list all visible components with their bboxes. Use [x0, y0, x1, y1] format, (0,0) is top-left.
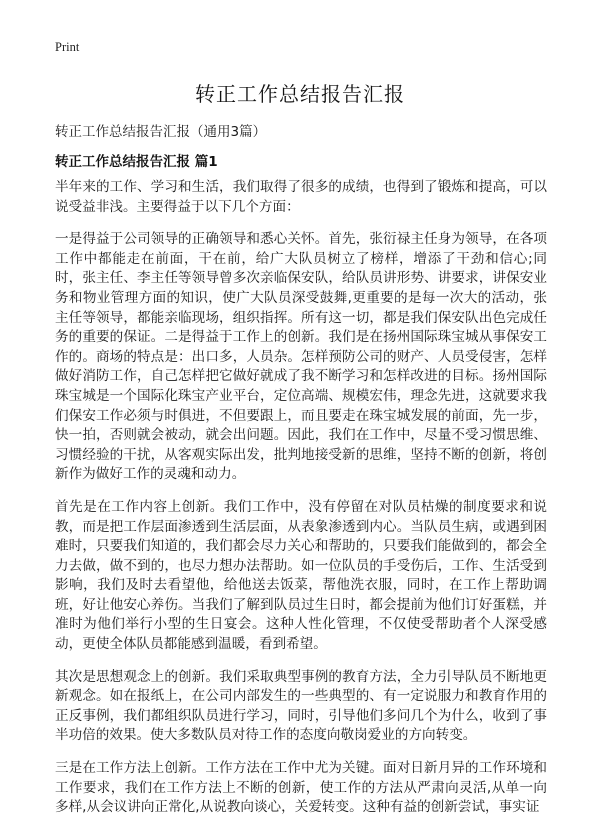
section-heading: 转正工作总结报告汇报 篇1 [55, 154, 218, 170]
document-subtitle: 转正工作总结报告汇报（通用3篇） [55, 124, 267, 140]
paragraph: 其次是思想观念上的创新。我们采取典型事例的教育方法，全力引导队员不断地更新观念。如在报纸上，在公司内部发生的一些典型的、有一定说服力和教育作用的正反事例，我们都组织队员进行学习，同时，引导他们多问几个为什么，收到了事半功倍的效果。使大多数队员对待工作的态度向敬岗爱业的方向转变。 [55, 668, 547, 744]
paragraph: 一是得益于公司领导的正确领导和悉心关怀。首先，张衍禄主任身为领导，在各项工作中都能走在前面，干在前，给广大队员树立了榜样，增添了干劲和信心;同时，张主任、李主任等领导曾多次亲临保安队，给队员讲形势、讲要求，讲保安业务和物业管理方面的知识，使广大队员深受鼓舞,更重要的是每一次大的活动，张主任等领导，都能亲临现场，组织指挥。所有这一切，都是我们保安队出色完成任务的重要的保证。二是得益于工作上的创新。我们是在扬州国际珠宝城从事保安工作的。商场的特点是：出口多，人员杂。怎样预防公司的财产、人员受侵害，怎样做好消防工作，自己怎样把它做好就成了我不断学习和怎样改进的目标。扬州国际珠宝城是一个国际化珠宝产业平台，定位高端、规模宏伟，理念先进，这就要求我们保安工作必须与时俱进，不但要跟上，而且要走在珠宝城发展的前面，先一步，快一拍，否则就会被动，就会出问题。因此，我们在工作中，尽量不受习惯思维、习惯经验的干扰，从客观实际出发，批判地接受新的思维，坚持不断的创新，将创新作为做好工作的灵魂和动力。 [55, 231, 547, 483]
document-body [55, 178, 547, 831]
document-title: 转正工作总结报告汇报 [195, 82, 405, 106]
paragraph: 三是在工作方法上创新。工作方法在工作中尤为关键。面对日新月异的工作环境和工作要求，我们在工作方法上不断的创新，使工作的方法从严肃向灵活,从单一向多样,从会议讲向正常化,从说教向谈心，关爱转变。这种有益的创新尝试，事实证 [55, 760, 547, 816]
print-label[interactable]: Print [55, 40, 80, 54]
paragraph: 半年来的工作、学习和生活，我们取得了很多的成绩，也得到了锻炼和提高，可以说受益非浅。主要得益于以下几个方面： [55, 179, 547, 215]
paragraph: 首先是在工作内容上创新。我们工作中，没有停留在对队员枯燥的制度要求和说教，而是把工作层面渗透到生活层面，从表象渗透到内心。当队员生病，或遇到困难时，只要我们知道的，我们都会尽力关心和帮助的，只要我们能做到的，都会全力去做，做不到的，也尽力想办法帮助。如一位队员的手受伤后，工作、生活受到影响，我们及时去看望他，给他送去饭菜，帮他洗衣服，同时，在工作上帮助调班，好让他安心养伤。当我们了解到队员过生日时，都会提前为他们订好蛋糕，并准时为他们举行小型的生日宴会。这种人性化管理，不仅使受帮助者个人深受感动，更使全体队员都能感到温暖，看到希望。 [55, 498, 547, 653]
